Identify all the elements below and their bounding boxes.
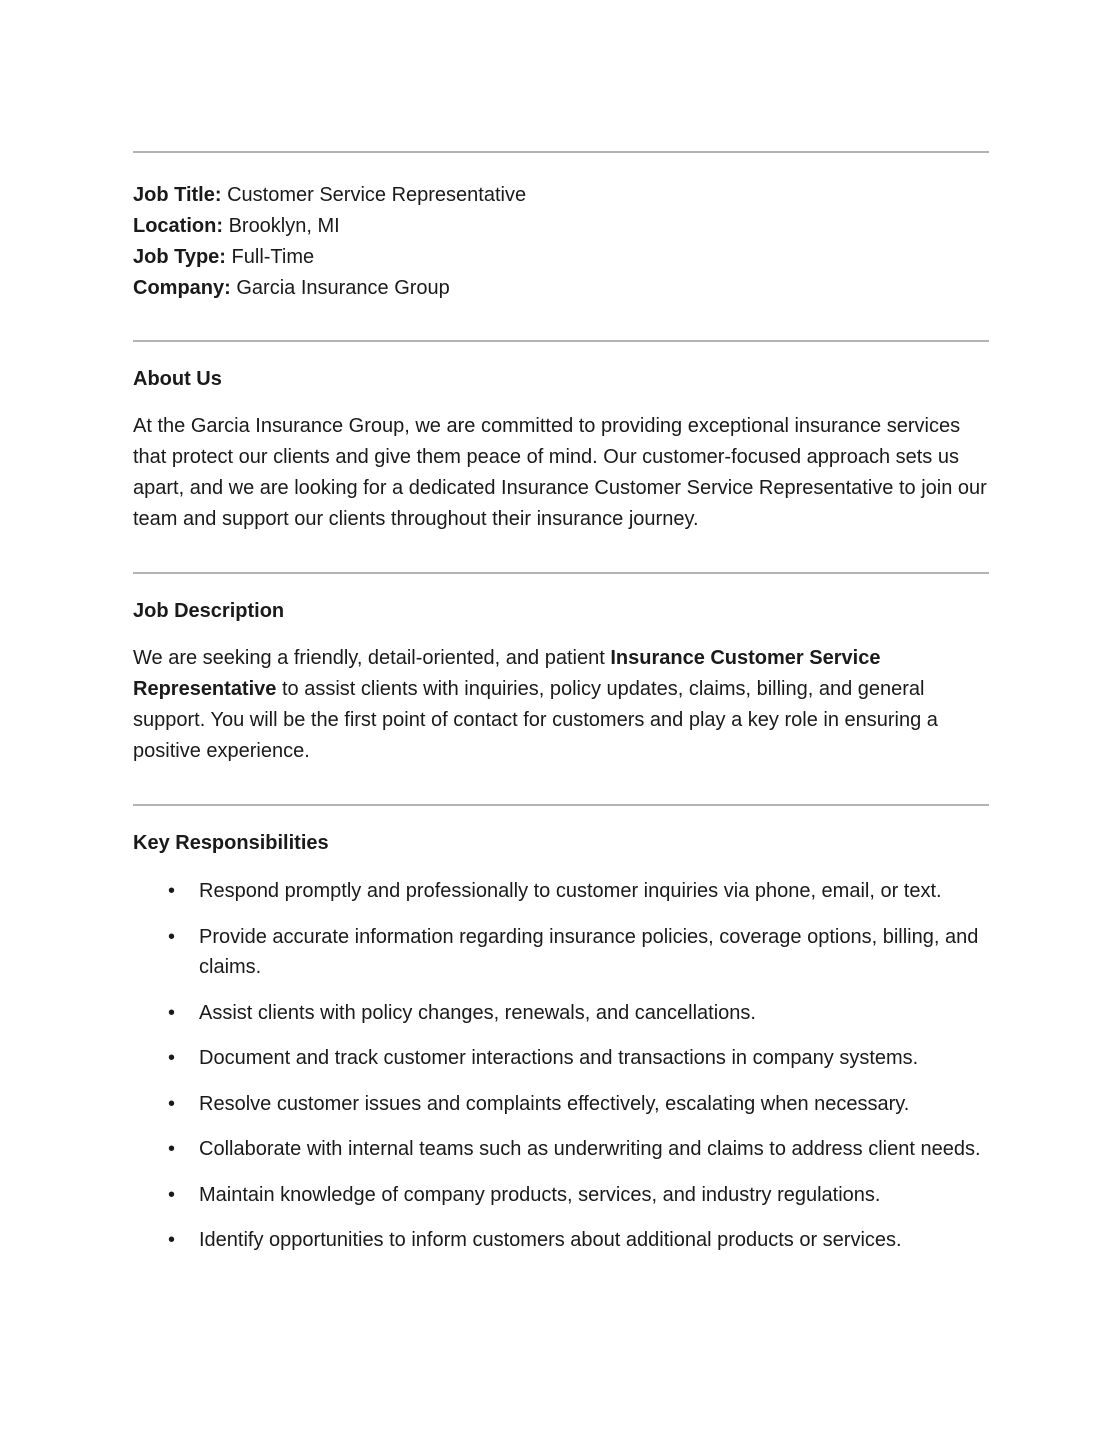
about-heading: About Us xyxy=(133,368,222,390)
bullet-icon: • xyxy=(168,1001,176,1024)
bullet-icon: • xyxy=(168,1138,176,1160)
list-item-text: Collaborate with internal teams such as underwriting and claims to address client needs. xyxy=(199,1138,981,1160)
list-item-text: Identify opportunities to inform customers about additional products or services. xyxy=(199,1229,902,1251)
divider xyxy=(133,151,989,153)
bullet-icon: • xyxy=(168,1047,176,1069)
bullet-icon: • xyxy=(168,1092,176,1115)
job-description-text xyxy=(133,643,991,767)
list-item xyxy=(133,876,991,907)
divider xyxy=(133,340,989,342)
bullet-icon: • xyxy=(168,1183,176,1206)
list-item xyxy=(133,1134,991,1165)
job-type-label: Job Type: xyxy=(133,246,226,268)
job-description-bold-role: Insurance Customer Service Representative xyxy=(133,647,881,700)
list-item-text: Provide accurate information regarding insurance policies, coverage options, billing, and claims. xyxy=(199,925,979,978)
list-item xyxy=(133,922,991,983)
job-type-value: Full-Time xyxy=(231,246,315,268)
company-value: Garcia Insurance Group xyxy=(236,277,450,299)
job-title-value: Customer Service Representative xyxy=(227,184,527,206)
responsibilities-list xyxy=(133,876,991,1256)
list-item-text: Resolve customer issues and complaints effectively, escalating when necessary. xyxy=(199,1092,910,1115)
about-text: At the Garcia Insurance Group, we are committed to providing exceptional insurance services that protect our clients and give them peace of mind. Our customer-focused approach sets us apart, and we are looking for a dedicated Insurance Customer Service Representative to join our team and support our clients throughout their insurance journey. xyxy=(133,415,987,530)
location-label: Location: xyxy=(133,215,223,237)
job-meta xyxy=(133,180,1120,304)
company-row xyxy=(133,273,1120,304)
list-item-text: Document and track customer interactions and transactions in company systems. xyxy=(199,1047,919,1069)
list-item xyxy=(133,1089,991,1120)
list-item-text: Maintain knowledge of company products, services, and industry regulations. xyxy=(199,1183,881,1206)
location-row xyxy=(133,211,1120,242)
job-type-row xyxy=(133,242,1120,273)
list-item-text: Assist clients with policy changes, renewals, and cancellations. xyxy=(199,1001,756,1024)
job-title-row xyxy=(133,180,1120,211)
job-description-heading: Job Description xyxy=(133,600,285,622)
list-item xyxy=(133,1225,991,1256)
bullet-icon: • xyxy=(168,925,176,948)
list-item-text: Respond promptly and professionally to customer inquiries via phone, email, or text. xyxy=(199,880,942,902)
responsibilities-heading: Key Responsibilities xyxy=(133,832,329,854)
list-item xyxy=(133,1043,991,1074)
list-item xyxy=(133,1180,991,1211)
divider xyxy=(133,804,989,806)
job-description-text-start: We are seeking a friendly, detail-oriented, and patient xyxy=(133,647,611,669)
list-item xyxy=(133,998,991,1029)
bullet-icon: • xyxy=(168,1229,176,1251)
location-value: Brooklyn, MI xyxy=(228,215,340,237)
divider xyxy=(133,572,989,574)
job-title-label: Job Title: xyxy=(133,184,222,206)
bullet-icon: • xyxy=(168,880,176,902)
company-label: Company: xyxy=(133,277,231,299)
job-description-text-end: to assist clients with inquiries, policy updates, claims, billing, and general support. You will be the first point of contact for customers and play a key role in ensuring a positive experience. xyxy=(133,678,938,762)
